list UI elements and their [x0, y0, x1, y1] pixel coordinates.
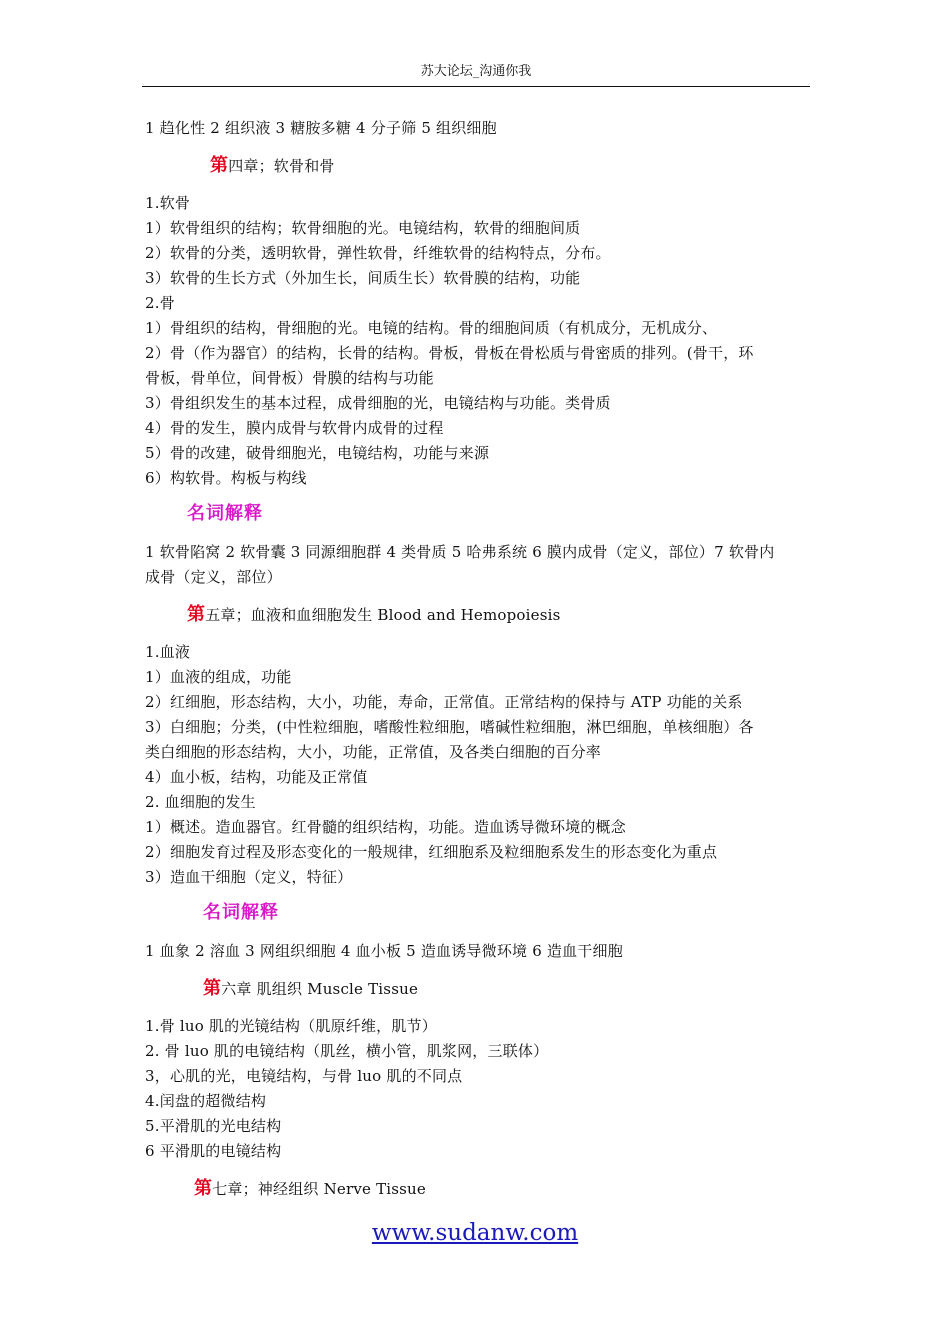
chapter-7-heading [194, 1177, 864, 1201]
text-line: 2. 骨 luo 肌的电镜结构（肌丝，横小管，肌浆网，三联体） [145, 1042, 549, 1060]
text-line: 1 血象 2 溶血 3 网组织细胞 4 血小板 5 造血诱导微环境 6 造血干细胞 [145, 942, 623, 960]
text-line: 2.骨 [145, 294, 175, 312]
term-title: 名词解释 [187, 503, 263, 524]
chapter-4-heading [210, 154, 880, 178]
text-line: 2. 血细胞的发生 [145, 793, 256, 811]
text-line: 3）骨组织发生的基本过程，成骨细胞的光，电镜结构与功能。类骨质 [145, 394, 611, 412]
footer-website-link[interactable]: www.sudanw.com [371, 1220, 579, 1246]
chapter-prefix: 第 [210, 155, 229, 176]
chapter-prefix: 第 [203, 978, 222, 999]
text-line: 4）骨的发生，膜内成骨与软骨内成骨的过程 [145, 419, 444, 437]
text-line: 1.血液 [145, 643, 191, 661]
header-rule [142, 86, 810, 87]
text-line: 1.软骨 [145, 194, 191, 212]
term-title: 名词解释 [203, 902, 279, 923]
text-line: 成骨（定义，部位） [145, 568, 282, 586]
text-line: 3，心肌的光，电镜结构，与骨 luo 肌的不同点 [145, 1067, 463, 1085]
text-line: 类白细胞的形态结构，大小，功能，正常值，及各类白细胞的百分率 [145, 743, 602, 761]
text-line: 6）构软骨。构板与构线 [145, 469, 307, 487]
chapter-title: 五章；血液和血细胞发生 Blood and Hemopoiesis [205, 606, 561, 624]
text-line: 2）骨（作为器官）的结构，长骨的结构。骨板，骨板在骨松质与骨密质的排列。(骨干，环 [145, 344, 754, 362]
text-line: 1.骨 luo 肌的光镜结构（肌原纤维，肌节） [145, 1017, 437, 1035]
text-line: 1）骨组织的结构，骨细胞的光。电镜的结构。骨的细胞间质（有机成分，无机成分、 [145, 319, 718, 337]
text-line: 4）血小板，结构，功能及正常值 [145, 768, 368, 786]
chapter-prefix: 第 [194, 1178, 213, 1199]
text-line: 5）骨的改建，破骨细胞光，电镜结构，功能与来源 [145, 444, 490, 462]
text-line: 1）概述。造血器官。红骨髓的组织结构，功能。造血诱导微环境的概念 [145, 818, 626, 836]
chapter-prefix: 第 [187, 604, 206, 625]
text-line: 6 平滑肌的电镜结构 [145, 1142, 282, 1160]
text-line: 3）白细胞；分类，(中性粒细胞，嗜酸性粒细胞，嗜碱性粒细胞，淋巴细胞，单核细胞）各 [145, 718, 754, 736]
chapter-6-heading [203, 977, 873, 1001]
text-line: 1）软骨组织的结构；软骨细胞的光。电镜结构，软骨的细胞间质 [145, 219, 581, 237]
text-line: 5.平滑肌的光电结构 [145, 1117, 282, 1135]
chapter-title: 四章；软骨和骨 [228, 157, 335, 175]
text-line: 4.闰盘的超微结构 [145, 1092, 267, 1110]
chapter-title: 六章 肌组织 Muscle Tissue [221, 980, 419, 998]
text-line: 3）软骨的生长方式（外加生长，间质生长）软骨膜的结构，功能 [145, 269, 581, 287]
page-header: 苏大论坛_沟通你我 [420, 64, 532, 79]
text-line: 1）血液的组成，功能 [145, 668, 292, 686]
chapter-5-heading [187, 603, 857, 627]
chapter-title: 七章；神经组织 Nerve Tissue [212, 1180, 426, 1198]
text-line: 1 趋化性 2 组织液 3 糖胺多糖 4 分子筛 5 组织细胞 [145, 119, 497, 137]
term-heading [187, 502, 857, 526]
text-line: 3）造血干细胞（定义，特征） [145, 868, 353, 886]
text-line: 1 软骨陷窝 2 软骨囊 3 同源细胞群 4 类骨质 5 哈弗系统 6 膜内成骨（定义，部位）7 软骨内 [145, 543, 775, 561]
text-line: 2）软骨的分类，透明软骨，弹性软骨，纤维软骨的结构特点，分布。 [145, 244, 611, 262]
text-line: 2）红细胞，形态结构，大小，功能，寿命，正常值。正常结构的保持与 ATP 功能的关系 [145, 693, 743, 711]
term-heading [203, 901, 873, 925]
text-line: 骨板，骨单位，间骨板）骨膜的结构与功能 [145, 369, 434, 387]
text-line: 2）细胞发育过程及形态变化的一般规律，红细胞系及粒细胞系发生的形态变化为重点 [145, 843, 718, 861]
